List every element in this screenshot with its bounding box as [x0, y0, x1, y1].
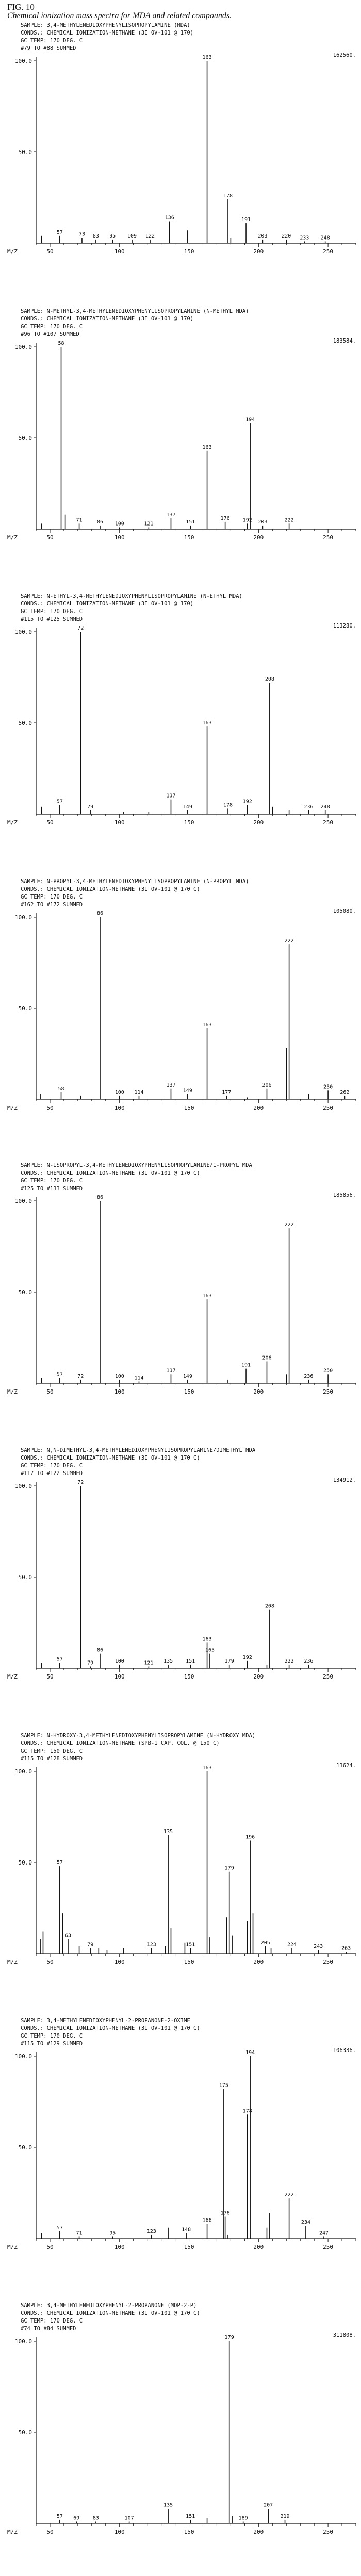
x-tick-label: 250 — [323, 819, 334, 826]
x-axis-label: M/Z — [7, 819, 18, 826]
peak-label: 100 — [114, 1089, 124, 1095]
max-abundance: 13624. — [336, 1762, 356, 1769]
peak-label: 58 — [58, 1086, 64, 1092]
spectrum-header-line: SAMPLE: N-HYDROXY-3,4-METHYLENEDIOXYPHENYLISOPROPYLAMINE (N-HYDROXY MDA) — [21, 1733, 256, 1739]
peak-label: 250 — [323, 1368, 333, 1374]
spectrum-header-line: SAMPLE: N-PROPYL-3,4-METHYLENEDIOXYPHENYLISOPROPYLAMINE (N-PROPYL MDA) — [21, 878, 249, 885]
x-tick-label: 50 — [46, 2244, 54, 2250]
peak-label: 137 — [166, 1368, 176, 1374]
x-tick-label: 150 — [184, 534, 194, 541]
x-tick-label: 150 — [184, 248, 194, 255]
peak-label: 151 — [186, 2513, 195, 2519]
spectrum-header-line: CONDS.: CHEMICAL IONIZATION-METHANE (3I OV-101 @ 170 C) — [21, 2025, 200, 2031]
x-tick-label: 50 — [46, 534, 54, 541]
spectrum-header-line: CONDS.: CHEMICAL IONIZATION-METHANE (3I OV-101 @ 170 C) — [21, 2310, 200, 2316]
spectrum-header-line: #74 TO #84 SUMMED — [21, 2326, 76, 2332]
x-tick-label: 100 — [114, 534, 125, 541]
spectrum-panel — [0, 307, 361, 562]
spectrum-panel — [0, 1446, 361, 1701]
peak-label: 222 — [284, 1658, 294, 1664]
x-tick-label: 100 — [114, 819, 125, 826]
peak-label: 247 — [319, 2230, 329, 2236]
x-tick-label: 200 — [253, 1673, 264, 1680]
y-tick-label: 100.0 — [14, 344, 32, 350]
x-tick-label: 50 — [46, 2529, 54, 2535]
peak-label: 57 — [56, 2513, 63, 2519]
peak-label: 122 — [145, 233, 155, 239]
peak-label: 248 — [320, 804, 330, 810]
x-tick-label: 150 — [184, 1959, 194, 1965]
max-abundance: 113280. — [333, 623, 356, 629]
spectrum-header-line: CONDS.: CHEMICAL IONIZATION-METHANE (SPB-1 CAP. COL. @ 150 C) — [21, 1740, 220, 1747]
peak-label: 86 — [96, 911, 104, 917]
peak-label: 73 — [78, 231, 85, 238]
peak-label: 123 — [146, 1942, 156, 1948]
peak-label: 179 — [224, 2335, 234, 2341]
spectrum-header-line: #162 TO #172 SUMMED — [21, 902, 83, 908]
spectrum-panel — [0, 591, 361, 846]
spectrum-header-line: SAMPLE: N-METHYL-3,4-METHYLENEDIOXYPHENYLISOPROPYLAMINE (N-METHYL MDA) — [21, 308, 249, 314]
peak-label: 57 — [56, 229, 63, 235]
x-tick-label: 100 — [114, 1105, 125, 1111]
peak-label: 95 — [109, 2230, 116, 2236]
peak-label: 83 — [92, 2515, 99, 2521]
peak-label: 57 — [56, 1860, 63, 1866]
max-abundance: 183584. — [333, 338, 356, 344]
x-axis-label: M/Z — [7, 248, 18, 255]
spectrum-header-line: GC TEMP: 170 DEG. C — [21, 608, 83, 615]
peak-label: 243 — [314, 1943, 323, 1950]
peak-label: 95 — [109, 233, 116, 239]
x-tick-label: 50 — [46, 1105, 54, 1111]
x-tick-label: 100 — [114, 1673, 125, 1680]
peak-label: 175 — [219, 2082, 228, 2089]
x-tick-label: 200 — [253, 1105, 264, 1111]
x-tick-label: 250 — [323, 1105, 334, 1111]
x-tick-label: 250 — [323, 2529, 334, 2535]
peak-label: 220 — [282, 233, 291, 239]
peak-label: 100 — [114, 1658, 124, 1664]
peak-label: 135 — [163, 2502, 173, 2509]
x-tick-label: 50 — [46, 819, 54, 826]
max-abundance: 185856. — [333, 1192, 356, 1198]
x-tick-label: 250 — [323, 248, 334, 255]
peak-label: 163 — [202, 55, 212, 60]
spectrum-header-line: GC TEMP: 170 DEG. C — [21, 324, 83, 330]
peak-label: 179 — [224, 1865, 234, 1871]
spectrum-header-line: #117 TO #122 SUMMED — [21, 1470, 83, 1477]
peak-label: 137 — [166, 1082, 176, 1088]
x-tick-label: 50 — [46, 248, 54, 255]
peak-label: 263 — [341, 1945, 351, 1952]
spectrum-header-line: #79 TO #88 SUMMED — [21, 45, 76, 52]
peak-label: 135 — [163, 1828, 173, 1835]
y-tick-label: 50.0 — [18, 149, 32, 156]
y-tick-label: 50.0 — [18, 2144, 32, 2151]
x-tick-label: 150 — [184, 2529, 194, 2535]
peak-label: 137 — [166, 793, 176, 799]
spectrum-header-line: GC TEMP: 150 DEG. C — [21, 1748, 83, 1754]
x-tick-label: 250 — [323, 534, 334, 541]
peak-label: 224 — [287, 1942, 297, 1948]
peak-label: 86 — [96, 1647, 104, 1653]
peak-label: 163 — [202, 720, 212, 726]
spectrum-panel — [0, 21, 361, 276]
peak-label: 121 — [144, 1660, 154, 1666]
spectrum-header-line: CONDS.: CHEMICAL IONIZATION-METHANE (3I OV-101 @ 170 C) — [21, 886, 200, 892]
peak-label: 114 — [134, 1089, 144, 1095]
peak-label: 148 — [182, 2227, 191, 2233]
peak-label: 72 — [77, 625, 84, 631]
spectrum-panel — [0, 877, 361, 1132]
spectrum-panel — [0, 1731, 361, 1986]
peak-label: 178 — [223, 193, 233, 199]
x-axis-label: M/Z — [7, 534, 18, 541]
peak-label: 165 — [205, 1647, 215, 1653]
peak-label: 86 — [96, 1195, 104, 1200]
peak-label: 219 — [280, 2513, 290, 2519]
y-tick-label: 100.0 — [14, 1198, 32, 1205]
x-tick-label: 150 — [184, 1673, 194, 1680]
peak-label: 149 — [183, 804, 192, 810]
spectrum-header-line: SAMPLE: N-ISOPROPYL-3,4-METHYLENEDIOXYPHENYLISOPROPYLAMINE/1-PROPYL MDA — [21, 1162, 252, 1168]
peak-label: 206 — [262, 1355, 272, 1361]
peak-label: 109 — [127, 233, 137, 239]
peak-label: 151 — [186, 519, 195, 525]
spectrum-header-line: #96 TO #107 SUMMED — [21, 331, 79, 337]
peak-label: 149 — [183, 1088, 192, 1094]
y-tick-label: 100.0 — [14, 1483, 32, 1489]
peak-label: 136 — [165, 215, 174, 221]
peak-label: 191 — [241, 1362, 251, 1368]
x-tick-label: 100 — [114, 2244, 125, 2250]
x-tick-label: 100 — [114, 2529, 125, 2535]
peak-label: 100 — [114, 1373, 124, 1379]
spectrum-header-line: GC TEMP: 170 DEG. C — [21, 1463, 83, 1469]
peak-label: 203 — [258, 233, 268, 239]
peak-label: 121 — [144, 521, 154, 527]
x-tick-label: 200 — [253, 534, 264, 541]
spectrum-header-line: GC TEMP: 170 DEG. C — [21, 1178, 83, 1184]
peak-label: 69 — [73, 2515, 80, 2521]
peak-label: 163 — [202, 1636, 212, 1642]
spectrum-header-line: #115 TO #125 SUMMED — [21, 616, 83, 622]
max-abundance: 311808. — [333, 2332, 356, 2338]
peak-label: 151 — [186, 1658, 195, 1664]
peak-label: 57 — [56, 799, 63, 805]
spectrum-header-line: #125 TO #133 SUMMED — [21, 1185, 83, 1192]
x-axis-label: M/Z — [7, 1673, 18, 1680]
x-tick-label: 50 — [46, 1388, 54, 1395]
x-tick-label: 200 — [253, 819, 264, 826]
peak-label: 205 — [260, 1940, 270, 1946]
y-tick-label: 50.0 — [18, 720, 32, 726]
y-tick-label: 100.0 — [14, 914, 32, 921]
x-tick-label: 100 — [114, 1959, 125, 1965]
x-tick-label: 200 — [253, 2529, 264, 2535]
peak-label: 222 — [284, 2192, 294, 2198]
x-tick-label: 50 — [46, 1959, 54, 1965]
x-tick-label: 200 — [253, 2244, 264, 2250]
x-tick-label: 200 — [253, 1388, 264, 1395]
peak-label: 57 — [56, 1656, 63, 1663]
spectrum-header-line: #115 TO #129 SUMMED — [21, 2041, 83, 2047]
spectrum-panel — [0, 2301, 361, 2556]
peak-label: 208 — [265, 1603, 274, 1609]
peak-label: 236 — [304, 804, 314, 810]
x-axis-label: M/Z — [7, 2529, 18, 2535]
x-tick-label: 200 — [253, 248, 264, 255]
spectrum-header-line: SAMPLE: N-ETHYL-3,4-METHYLENEDIOXYPHENYLISOPROPYLAMINE (N-ETHYL MDA) — [21, 593, 242, 599]
peak-label: 194 — [245, 417, 255, 423]
spectrum-header-line: SAMPLE: N,N-DIMETHYL-3,4-METHYLENEDIOXYPHENYLISOPROPYLAMINE/DIMETHYL MDA — [21, 1447, 256, 1453]
spectrum-header-line: SAMPLE: 3,4-METHYLENEDIOXYPHENYL-2-PROPANONE-2-OXIME — [21, 2018, 190, 2024]
x-tick-label: 150 — [184, 819, 194, 826]
max-abundance: 105080. — [333, 908, 356, 914]
peak-label: 222 — [284, 938, 294, 944]
figure-caption: Chemical ionization mass spectra for MDA and related compounds. — [7, 11, 232, 20]
spectrum-panel — [0, 1161, 361, 1416]
peak-label: 166 — [202, 2217, 212, 2224]
x-tick-label: 150 — [184, 1388, 194, 1395]
peak-label: 123 — [146, 2228, 156, 2234]
x-tick-label: 50 — [46, 1673, 54, 1680]
spectrum-header-line: CONDS.: CHEMICAL IONIZATION-METHANE (3I OV-101 @ 170) — [21, 601, 194, 607]
peak-label: 192 — [242, 799, 252, 805]
x-tick-label: 250 — [323, 1388, 334, 1395]
peak-label: 177 — [222, 1089, 232, 1095]
y-tick-label: 100.0 — [14, 1768, 32, 1775]
peak-label: 222 — [284, 517, 294, 523]
peak-label: 176 — [220, 2210, 230, 2216]
max-abundance: 134912. — [333, 1477, 356, 1483]
spectrum-header-line: CONDS.: CHEMICAL IONIZATION-METHANE (3I OV-101 @ 170 C) — [21, 1455, 200, 1461]
peak-label: 236 — [304, 1658, 314, 1664]
peak-label: 72 — [77, 1480, 84, 1485]
spectrum-header-line: GC TEMP: 170 DEG. C — [21, 2033, 83, 2039]
peak-label: 206 — [262, 1082, 272, 1088]
peak-label: 192 — [242, 1654, 252, 1660]
y-tick-label: 100.0 — [14, 2338, 32, 2345]
peak-label: 79 — [87, 1942, 94, 1948]
peak-label: 63 — [64, 1933, 72, 1939]
x-tick-label: 250 — [323, 1673, 334, 1680]
x-tick-label: 100 — [114, 248, 125, 255]
peak-label: 248 — [320, 235, 330, 241]
peak-label: 179 — [224, 1658, 234, 1664]
spectrum-header-line: CONDS.: CHEMICAL IONIZATION-METHANE (3I OV-101 @ 170) — [21, 316, 194, 322]
y-tick-label: 100.0 — [14, 2053, 32, 2060]
peak-label: 250 — [323, 1084, 333, 1090]
peak-label: 71 — [76, 517, 83, 523]
y-tick-label: 100.0 — [14, 629, 32, 635]
y-tick-label: 50.0 — [18, 1005, 32, 1012]
spectrum-panel — [0, 2016, 361, 2271]
figure-label: FIG. 10 — [7, 2, 35, 12]
peak-label: 233 — [300, 235, 309, 241]
peak-label: 196 — [245, 1834, 255, 1840]
peak-label: 262 — [340, 1089, 350, 1095]
spectrum-header-line: CONDS.: CHEMICAL IONIZATION-METHANE (3I OV-101 @ 170 C) — [21, 1170, 200, 1176]
x-tick-label: 150 — [184, 1105, 194, 1111]
peak-label: 71 — [76, 2230, 83, 2236]
peak-label: 194 — [245, 2050, 255, 2056]
x-axis-label: M/Z — [7, 1105, 18, 1111]
spectrum-header-line: GC TEMP: 170 DEG. C — [21, 2318, 83, 2324]
x-tick-label: 200 — [253, 1959, 264, 1965]
peak-label: 151 — [186, 1942, 195, 1948]
peak-label: 222 — [284, 1222, 294, 1228]
spectrum-header-line: SAMPLE: 3,4-METHYLENEDIOXYPHENYL-2-PROPANONE (MDP-2-P) — [21, 2302, 197, 2309]
spectrum-header-line: SAMPLE: 3,4-METHYLENEDIOXYPHENYLISOPROPYLAMINE (MDA) — [21, 22, 190, 28]
max-abundance: 162560. — [333, 52, 356, 58]
peak-label: 178 — [223, 802, 233, 808]
x-tick-label: 250 — [323, 2244, 334, 2250]
peak-label: 176 — [220, 515, 230, 521]
x-tick-label: 100 — [114, 1388, 125, 1395]
x-axis-label: M/Z — [7, 1388, 18, 1395]
peak-label: 107 — [124, 2515, 134, 2521]
peak-label: 236 — [304, 1373, 314, 1379]
y-tick-label: 50.0 — [18, 1289, 32, 1296]
peak-label: 86 — [96, 519, 104, 525]
spectrum-header-line: CONDS.: CHEMICAL IONIZATION-METHANE (3I OV-101 @ 170) — [21, 30, 194, 36]
peak-label: 178 — [242, 2108, 252, 2114]
peak-label: 100 — [114, 521, 124, 527]
y-tick-label: 50.0 — [18, 2429, 32, 2436]
peak-label: 189 — [238, 2515, 248, 2521]
spectrum-header-line: #115 TO #128 SUMMED — [21, 1756, 83, 1762]
peak-label: 83 — [92, 233, 99, 239]
peak-label: 79 — [87, 804, 94, 810]
peak-label: 149 — [183, 1373, 192, 1379]
max-abundance: 106336. — [333, 2047, 356, 2054]
x-axis-label: M/Z — [7, 1959, 18, 1965]
peak-label: 192 — [242, 517, 252, 523]
y-tick-label: 50.0 — [18, 1859, 32, 1866]
spectrum-header-line: GC TEMP: 170 DEG. C — [21, 38, 83, 44]
peak-label: 163 — [202, 1765, 212, 1771]
spectrum-header-line: GC TEMP: 170 DEG. C — [21, 894, 83, 900]
peak-label: 79 — [87, 1660, 94, 1666]
peak-label: 203 — [258, 519, 268, 525]
peak-label: 57 — [56, 1371, 63, 1378]
peak-label: 207 — [264, 2502, 273, 2509]
peak-label: 163 — [202, 1022, 212, 1028]
x-tick-label: 250 — [323, 1959, 334, 1965]
peak-label: 135 — [163, 1658, 173, 1664]
peak-label: 57 — [56, 2225, 63, 2231]
peak-label: 58 — [58, 341, 64, 346]
peak-label: 72 — [77, 1373, 84, 1379]
y-tick-label: 100.0 — [14, 58, 32, 64]
peak-label: 137 — [166, 512, 176, 518]
x-axis-label: M/Z — [7, 2244, 18, 2250]
peak-label: 163 — [202, 444, 212, 450]
y-tick-label: 50.0 — [18, 1574, 32, 1581]
x-tick-label: 150 — [184, 2244, 194, 2250]
peak-label: 191 — [241, 217, 251, 223]
peak-label: 208 — [265, 676, 274, 683]
peak-label: 234 — [301, 2219, 310, 2226]
peak-label: 114 — [134, 1375, 144, 1381]
y-tick-label: 50.0 — [18, 435, 32, 442]
peak-label: 163 — [202, 1293, 212, 1299]
